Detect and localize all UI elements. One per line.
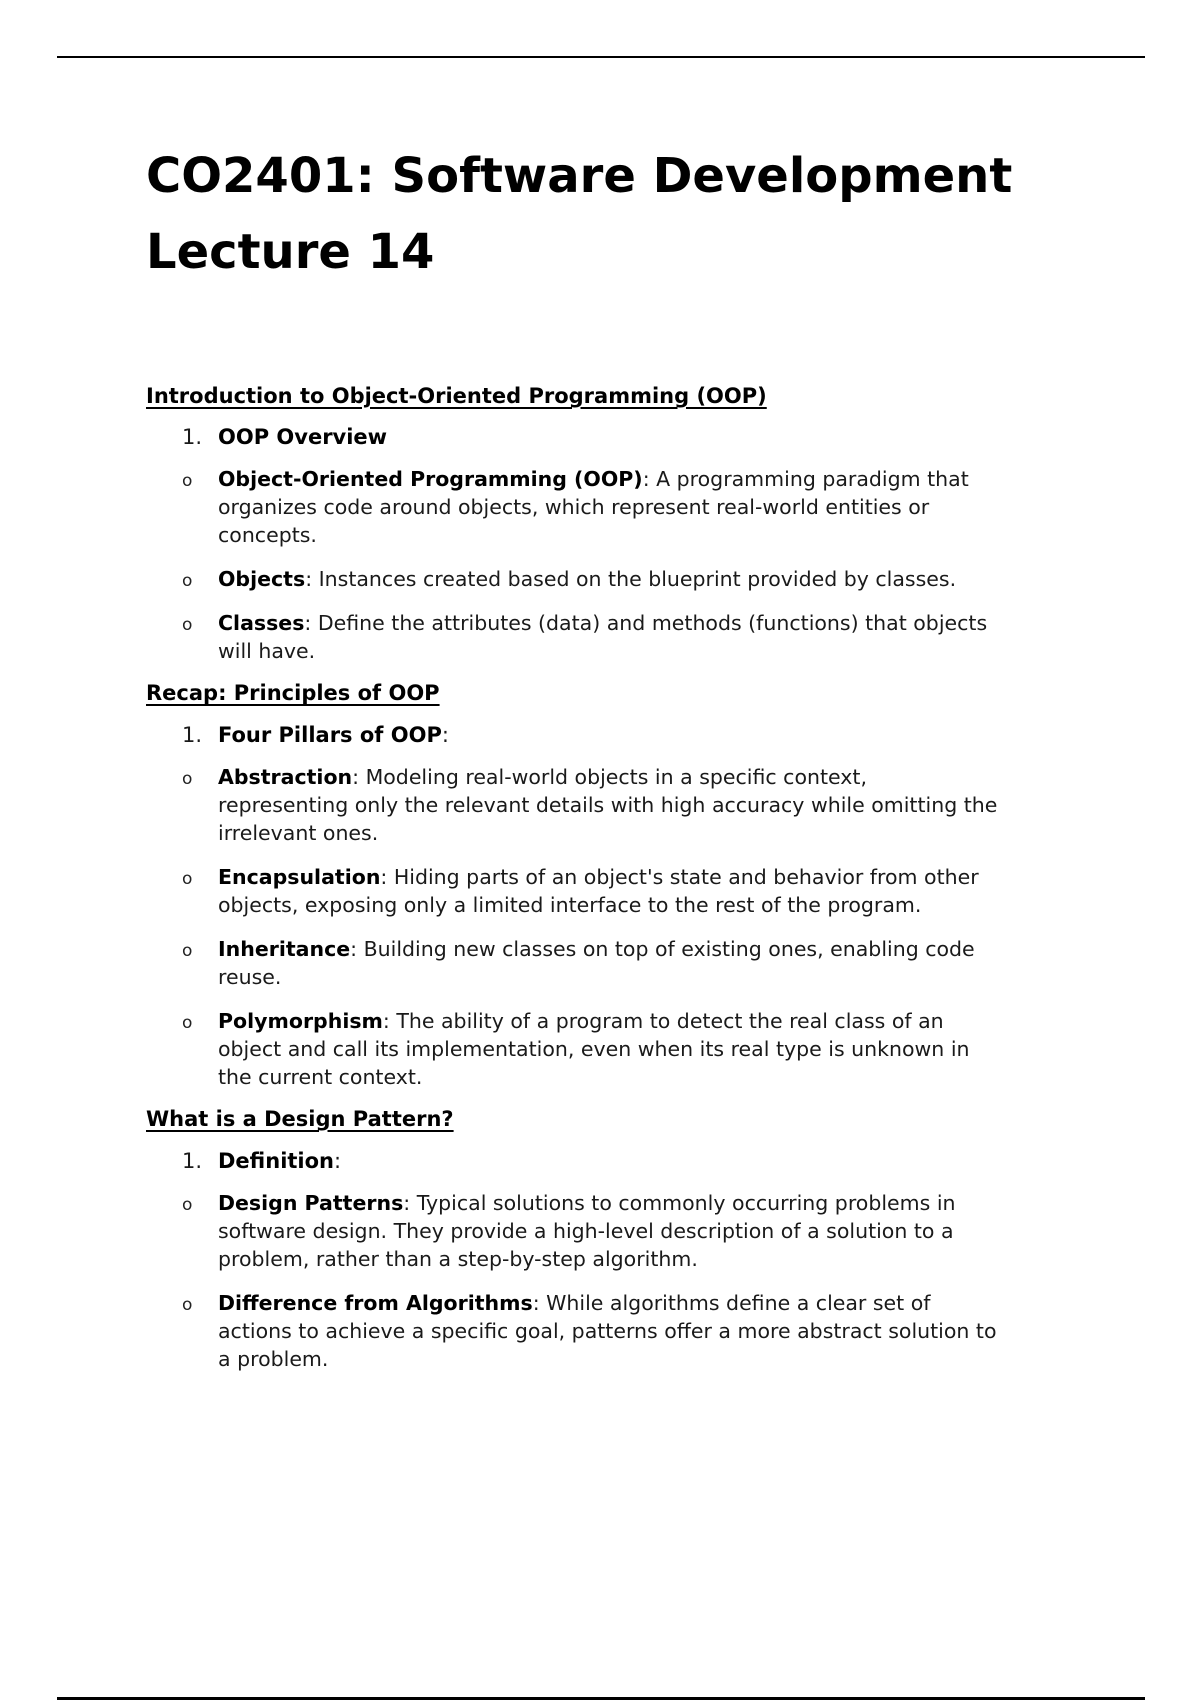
section-heading: Introduction to Object-Oriented Programming (OOP): [146, 384, 767, 408]
bullet-icon: o: [182, 769, 193, 789]
bullet-item: [182, 863, 998, 919]
bullet-item: [182, 1189, 998, 1273]
bullet-item: [182, 1289, 998, 1373]
bullet-item: [182, 465, 998, 549]
item-heading: [218, 721, 1066, 749]
numbered-item: [146, 721, 1066, 1091]
bullet-text: : Instances created based on the blueprint provided by classes.: [305, 567, 957, 591]
bullet-icon: o: [182, 571, 193, 591]
item-number: 1.: [182, 723, 203, 747]
bullet-item: [182, 1007, 998, 1091]
bullet-term: Abstraction: [218, 765, 353, 789]
bullet-term: Encapsulation: [218, 865, 381, 889]
bullet-text: : While algorithms define a clear set of actions to achieve a specific goal, patterns offer a more abstract solution to a problem.: [218, 1291, 997, 1371]
section-design-pattern: [146, 1105, 1066, 1373]
bullet-item: [182, 935, 998, 991]
bullet-term: Difference from Algorithms: [218, 1291, 533, 1315]
numbered-list: [146, 1147, 1066, 1373]
bullet-icon: o: [182, 869, 193, 889]
title-line-2: Lecture 14: [146, 224, 435, 280]
bullet-text: : Hiding parts of an object's state and behavior from other objects, exposing only a limited interface to the rest of the program.: [218, 865, 979, 917]
bullet-term: Design Patterns: [218, 1191, 404, 1215]
bullet-list: [182, 465, 1066, 665]
bullet-icon: o: [182, 1295, 193, 1315]
page-title: [146, 138, 1066, 290]
bullet-icon: o: [182, 1013, 193, 1033]
bullet-term: Polymorphism: [218, 1009, 383, 1033]
bullet-icon: o: [182, 941, 193, 961]
item-suffix: :: [334, 1149, 342, 1173]
document-body: [146, 138, 1066, 1373]
item-label: OOP Overview: [218, 425, 388, 449]
bullet-text: : The ability of a program to detect the real class of an object and call its implementation, even when its real type is unknown in the current context.: [218, 1009, 970, 1089]
bullet-term: Objects: [218, 567, 306, 591]
section-heading: Recap: Principles of OOP: [146, 681, 440, 705]
bullet-term: Inheritance: [218, 937, 351, 961]
bullet-list: [182, 763, 1066, 1091]
bullet-text: : A programming paradigm that organizes code around objects, which represent real-world entities or concepts.: [218, 467, 969, 547]
bullet-item: [182, 565, 998, 593]
bullet-item: [182, 763, 998, 847]
item-number: 1.: [182, 425, 203, 449]
bullet-term: Classes: [218, 611, 305, 635]
item-heading: [218, 423, 1066, 451]
section-heading: What is a Design Pattern?: [146, 1107, 454, 1131]
numbered-item: [146, 1147, 1066, 1373]
bullet-list: [182, 1189, 1066, 1373]
bullet-text: : Building new classes on top of existing ones, enabling code reuse.: [218, 937, 975, 989]
bullet-text: : Typical solutions to commonly occurring problems in software design. They provide a high-level description of a solution to a problem, rather than a step-by-step algorithm.: [218, 1191, 956, 1271]
item-label: Four Pillars of OOP: [218, 723, 442, 747]
bullet-text: : Modeling real-world objects in a specific context, representing only the relevant details with high accuracy while omitting the irrelevant ones.: [218, 765, 998, 845]
item-label: Definition: [218, 1149, 335, 1173]
top-rule: [57, 56, 1145, 58]
numbered-list: [146, 423, 1066, 665]
numbered-item: [146, 423, 1066, 665]
bullet-icon: o: [182, 471, 193, 491]
bullet-item: [182, 609, 998, 665]
section-intro-oop: [146, 382, 1066, 665]
item-number: 1.: [182, 1149, 203, 1173]
bullet-term: Object-Oriented Programming (OOP): [218, 467, 643, 491]
bullet-text: : Define the attributes (data) and methods (functions) that objects will have.: [218, 611, 988, 663]
bullet-icon: o: [182, 615, 193, 635]
numbered-list: [146, 721, 1066, 1091]
bullet-icon: o: [182, 1195, 193, 1215]
section-principles-oop: [146, 679, 1066, 1091]
item-suffix: :: [441, 723, 449, 747]
title-line-1: CO2401: Software Development: [146, 148, 1013, 204]
item-heading: [218, 1147, 1066, 1175]
